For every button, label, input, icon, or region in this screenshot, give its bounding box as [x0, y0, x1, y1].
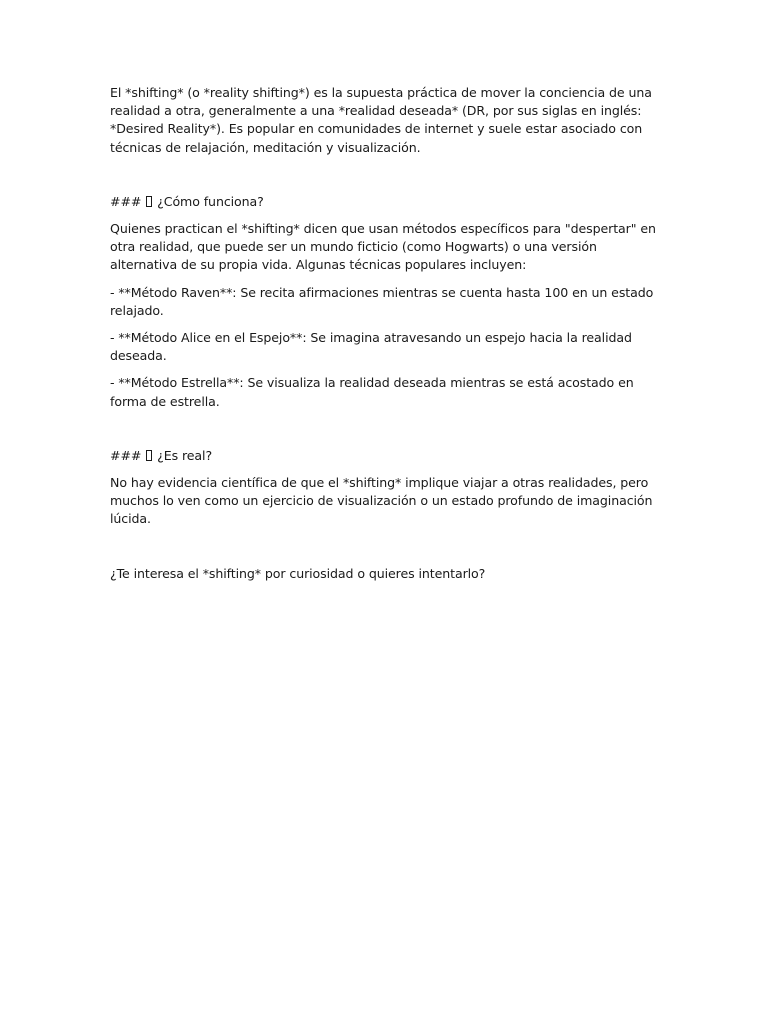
heading-text: ¿Cómo funciona? [153, 193, 264, 209]
paragraph-spacer [110, 166, 662, 193]
section-body-como-funciona: Quienes practican el *shifting* dicen que usan métodos específicos para "despertar" en otra realidad, que puede ser un mundo ficticio (como Hogwarts) o una versión alternativa de su propia vida. Algunas técnicas populares incluyen: [110, 221, 656, 273]
paragraph-spacer [110, 420, 662, 447]
document-page [110, 84, 662, 592]
list-item-metodo-alice: - **Método Alice en el Espejo**: Se imagina atravesando un espejo hacia la realidad deseada. [110, 330, 632, 364]
section-heading-es-real [110, 447, 662, 465]
list-item-metodo-estrella: - **Método Estrella**: Se visualiza la realidad deseada mientras se está acostado en forma de estrella. [110, 375, 634, 409]
paragraph-spacer [110, 538, 662, 565]
list-item-metodo-raven: - **Método Raven**: Se recita afirmaciones mientras se cuenta hasta 100 en un estado relajado. [110, 284, 654, 318]
heading-text: ¿Es real? [153, 447, 213, 463]
closing-question: ¿Te interesa el *shifting* por curiosidad o quieres intentarlo? [110, 565, 486, 581]
intro-paragraph: El *shifting* (o *reality shifting*) es la supuesta práctica de mover la conciencia de una realidad a otra, generalmente a una *realidad deseada* (DR, por sus siglas en inglés: *Desired Reality*). Es popular en comunidades de internet y suele estar asociado con técnicas de relajación, meditación y visualización. [110, 85, 652, 155]
heading-markdown-prefix: ### [110, 193, 146, 209]
section-heading-como-funciona [110, 193, 662, 211]
section-body-es-real: No hay evidencia científica de que el *shifting* implique viajar a otras realidades, pero muchos lo ven como un ejercicio de visualización o un estado profundo de imaginación lúcida. [110, 475, 653, 527]
missing-glyph-icon [146, 450, 152, 461]
missing-glyph-icon [146, 196, 152, 207]
heading-markdown-prefix: ### [110, 447, 146, 463]
